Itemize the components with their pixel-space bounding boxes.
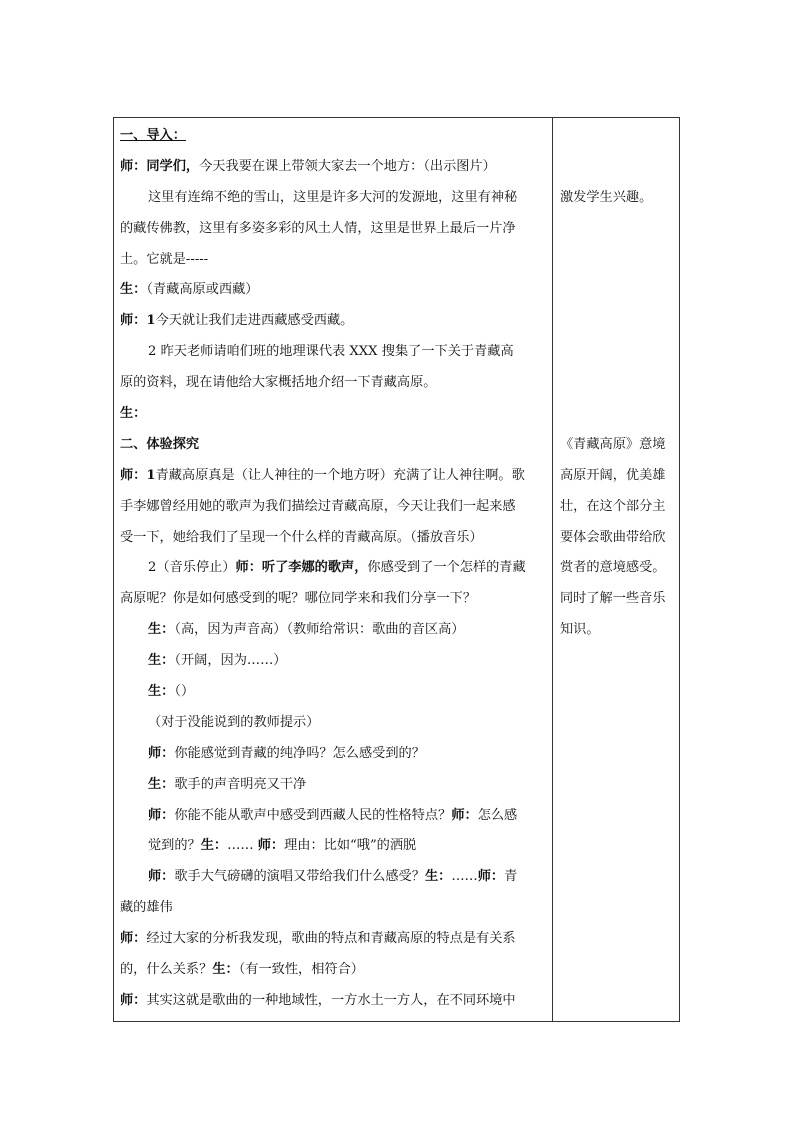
spacer-line <box>560 121 676 152</box>
note-line: 壮，在这个部分主 <box>560 498 666 514</box>
note-line: 要体会歌曲带给欣 <box>560 529 666 545</box>
text-line: 师：歌手大气磅礴的演唱又带给我们什么感受？生：……师：青 <box>148 869 518 885</box>
text-line: 土。它就是----- <box>120 251 209 267</box>
text-line: 师：1青藏高原真是（让人神往的一个地方呀）充满了让人神往啊。歌 <box>120 467 525 483</box>
note-line: 高原开阔，优美雄 <box>560 467 666 483</box>
spacer-line <box>560 152 676 183</box>
text-line: 师：你能不能从歌声中感受到西藏人民的性格特点？师：怎么感 <box>148 807 518 823</box>
spacer-line <box>560 306 676 337</box>
text-line: 生：（开阔，因为……） <box>148 653 287 669</box>
note-line: 赏者的意境感受。 <box>560 560 666 576</box>
text-line: 生： <box>120 406 147 422</box>
text-line: 觉到的？生：…… 师：理由：比如“哦”的洒脱 <box>148 838 417 854</box>
text-line: 2 昨天老师请咱们班的地理课代表 XXX 搜集了一下关于青藏高 <box>148 344 514 360</box>
text-line: 师：你能感觉到青藏的纯净吗？怎么感受到的？ <box>148 745 425 761</box>
text-line: 师：1今天就让我们走进西藏感受西藏。 <box>120 313 354 329</box>
text-line: 生：歌手的声音明亮又干净 <box>148 776 307 792</box>
text-line: 这里有连绵不绝的雪山，这里是许多大河的发源地，这里有神秘 <box>148 189 518 205</box>
text-line: 高原呢？你是如何感受到的呢？哪位同学来和我们分享一下？ <box>120 591 477 607</box>
text-line: 原的资料，现在请他给大家概括地介绍一下青藏高原。 <box>120 375 437 391</box>
text-line: （对于没能说到的教师提示） <box>148 714 320 730</box>
text-line: 生：（青藏高原或西藏） <box>120 282 259 298</box>
spacer-line <box>560 245 676 276</box>
text-line: 师：其实这就是歌曲的一种地域性，一方水土一方人，在不同环境中 <box>120 992 516 1008</box>
text-line: 的藏传佛教，这里有多姿多彩的风土人情，这里是世界上最后一片净 <box>120 220 516 236</box>
design-intent-column <box>560 121 676 646</box>
text-line: 师：同学们，今天我要在课上带领大家去一个地方：（出示图片） <box>120 158 496 174</box>
spacer-line <box>560 214 676 245</box>
spacer-line <box>560 337 676 368</box>
lesson-content-column <box>120 121 546 1019</box>
text-line: 师：经过大家的分析我发现，歌曲的特点和青藏高原的特点是有关系 <box>120 931 516 947</box>
note-line: 同时了解一些音乐 <box>560 591 666 607</box>
note-line: 《青藏高原》意境 <box>560 436 666 452</box>
spacer-line <box>560 399 676 430</box>
note-line: 激发学生兴趣。 <box>560 189 653 205</box>
column-divider <box>552 118 553 1021</box>
text-line: 的，什么关系？生：（有一致性，相符合） <box>120 962 364 978</box>
text-line: 受一下，她给我们了呈现一个什么样的青藏高原。（播放音乐） <box>120 529 483 545</box>
text-line: 生：（） <box>148 684 195 700</box>
text-line: 手李娜曾经用她的歌声为我们描绘过青藏高原，今天让我们一起来感 <box>120 498 516 514</box>
spacer-line <box>560 368 676 399</box>
text-line: 生：（高，因为声音高）（教师给常识：歌曲的音区高） <box>148 622 465 638</box>
section-heading-intro: 一、导入： <box>120 128 186 143</box>
text-line: 2（音乐停止）师：听了李娜的歌声，你感受到了一个怎样的青藏 <box>148 560 526 576</box>
lesson-table <box>113 117 680 1022</box>
note-line: 知识。 <box>560 622 600 638</box>
section-heading-explore: 二、体验探究 <box>120 436 200 452</box>
spacer-line <box>560 275 676 306</box>
text-line: 藏的雄伟 <box>120 900 173 916</box>
